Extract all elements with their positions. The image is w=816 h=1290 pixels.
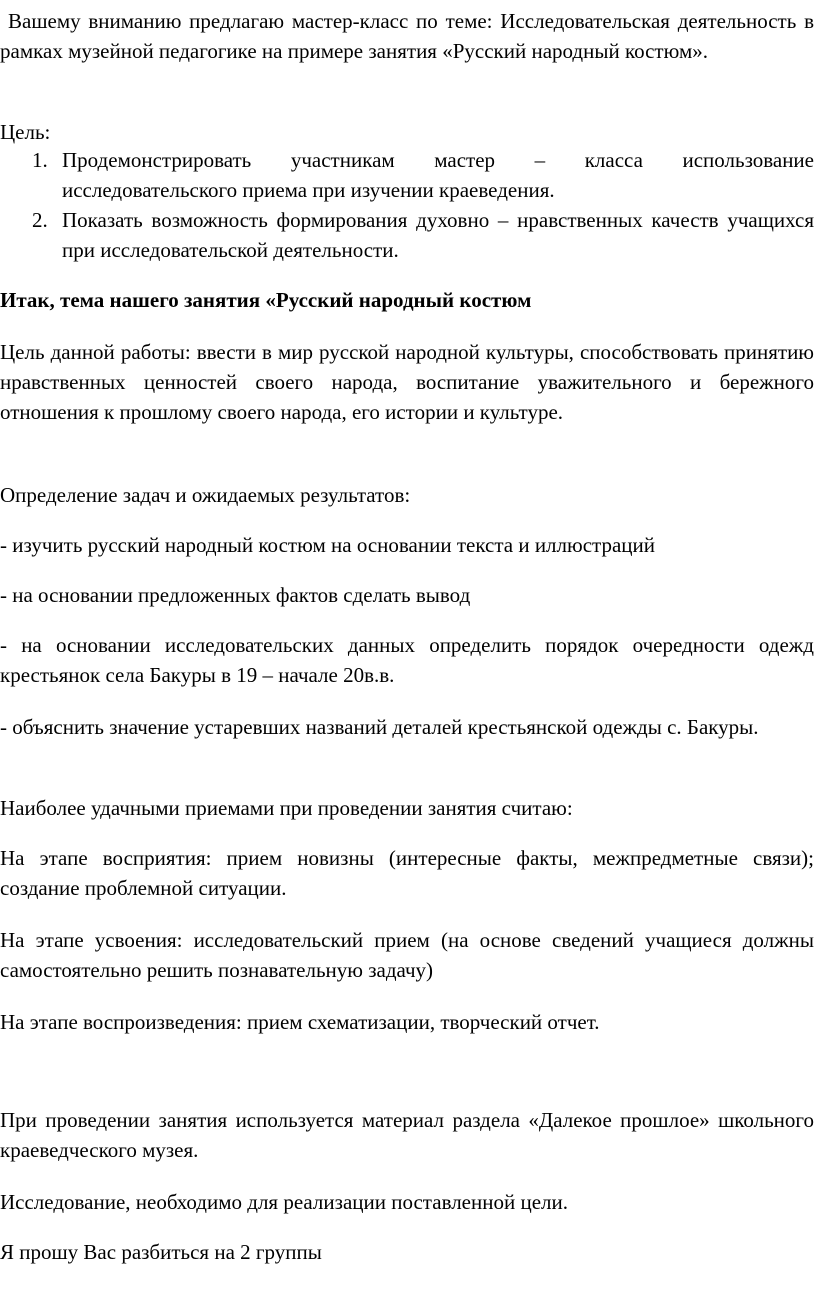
stage-paragraph: На этапе восприятия: прием новизны (интересные факты, межпредметные связи); создание проблемной ситуации. — [0, 846, 814, 900]
task-item: - на основании исследовательских данных определить порядок очередности одежд крестьянок села Бакуры в 19 – начале 20в.в. — [0, 633, 814, 687]
aim-paragraph: Цель данной работы: ввести в мир русской народной культуры, способствовать принятию нравственных ценностей своего народа, воспитание уважительного и бережного отношения к прошлому своего народа, его истории и культуре. — [0, 340, 814, 424]
goal-text: Продемонстрировать участникам мастер – класса использование исследовательского приема при изучении краеведения. — [62, 148, 814, 202]
task-item: - объяснить значение устаревших названий деталей крестьянской одежды с. Бакуры. — [0, 715, 759, 739]
intro-paragraph: Вашему вниманию предлагаю мастер-класс по теме: Исследовательская деятельность в рамках музейной педагогике на примере занятия «Русский народный костюм». — [0, 9, 814, 63]
methods-heading: Наиболее удачными приемами при проведении занятия считаю: — [0, 796, 573, 820]
goal-number: 2. — [32, 208, 48, 232]
material-paragraph: При проведении занятия используется материал раздела «Далекое прошлое» школьного краеведческого музея. — [0, 1108, 814, 1162]
stage-paragraph: На этапе усвоения: исследовательский прием (на основе сведений учащиеся должны самостоятельно решить познавательную задачу) — [0, 928, 814, 982]
goal-text: Показать возможность формирования духовно – нравственных качеств учащихся при исследовательской деятельности. — [62, 208, 814, 262]
stage-paragraph: На этапе воспроизведения: прием схематизации, творческий отчет. — [0, 1010, 600, 1034]
groups-paragraph: Я прошу Вас разбиться на 2 группы — [0, 1240, 322, 1264]
goal-item — [0, 145, 814, 205]
goal-item — [0, 205, 814, 265]
goal-number: 1. — [32, 148, 48, 172]
research-paragraph: Исследование, необходимо для реализации поставленной цели. — [0, 1190, 568, 1214]
topic-heading: Итак, тема нашего занятия «Русский народный костюм — [0, 288, 532, 312]
goal-label: Цель: — [0, 120, 51, 144]
task-item: - на основании предложенных фактов сделать вывод — [0, 583, 471, 607]
tasks-heading: Определение задач и ожидаемых результатов: — [0, 483, 411, 507]
task-item: - изучить русский народный костюм на основании текста и иллюстраций — [0, 533, 655, 557]
goal-list — [0, 145, 814, 265]
